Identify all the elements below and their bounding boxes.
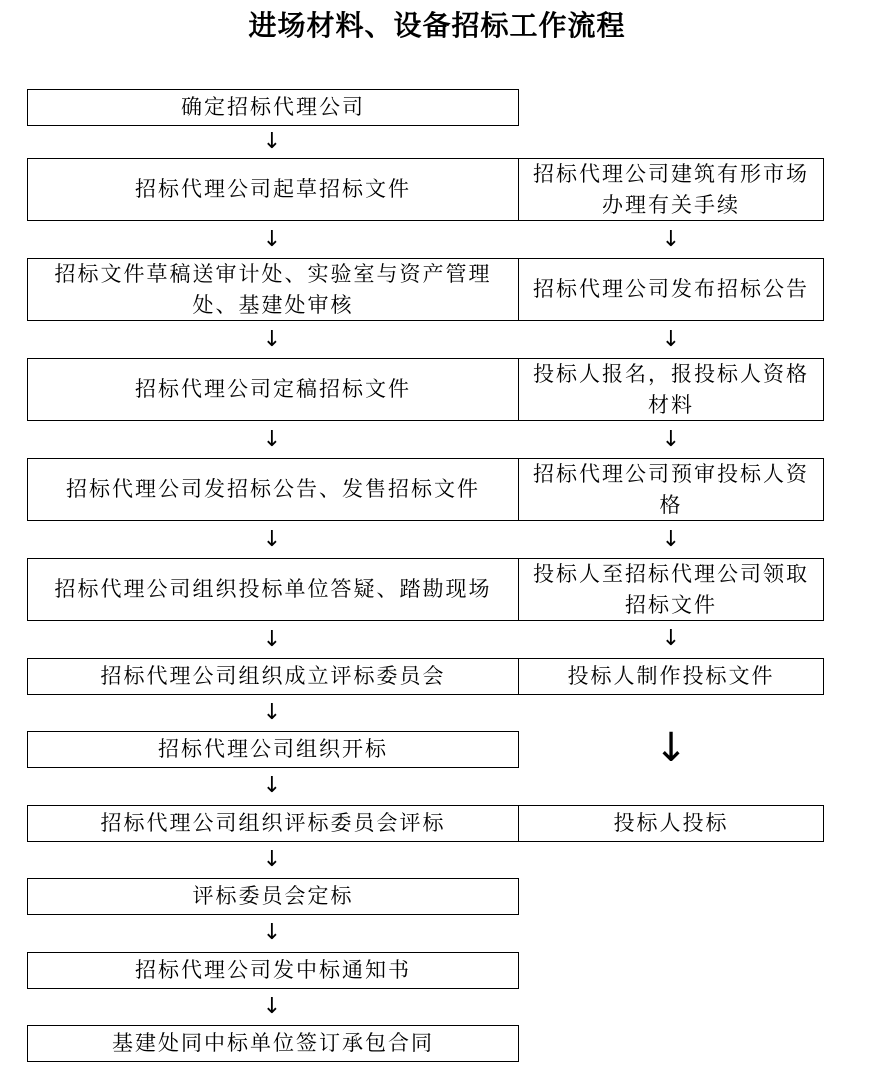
arrow-down-icon: ↓	[262, 700, 282, 725]
arrow-down-icon: ↓	[262, 427, 282, 452]
arrow-down-icon: ↓	[262, 129, 282, 154]
right-step-2: 招标代理公司发布招标公告	[518, 258, 824, 321]
arrow-down-icon: ↓	[262, 627, 282, 652]
right-step-5: 投标人至招标代理公司领取招标文件	[518, 558, 824, 621]
left-step-11: 招标代理公司发中标通知书	[27, 952, 519, 989]
left-step-12: 基建处同中标单位签订承包合同	[27, 1025, 519, 1062]
left-step-10: 评标委员会定标	[27, 878, 519, 915]
arrow-down-icon: ↓	[262, 227, 282, 252]
arrow-down-icon: ↓	[661, 527, 681, 552]
left-step-6: 招标代理公司组织投标单位答疑、踏勘现场	[27, 558, 519, 621]
arrow-down-icon: ↓	[654, 725, 688, 771]
left-step-5: 招标代理公司发招标公告、发售招标文件	[27, 458, 519, 521]
arrow-down-icon: ↓	[262, 847, 282, 872]
left-step-3: 招标文件草稿送审计处、实验室与资产管理处、基建处审核	[27, 258, 519, 321]
arrow-down-icon: ↓	[262, 527, 282, 552]
arrow-down-icon: ↓	[262, 994, 282, 1019]
left-step-2: 招标代理公司起草招标文件	[27, 158, 519, 221]
arrow-down-icon: ↓	[661, 427, 681, 452]
left-step-1: 确定招标代理公司	[27, 89, 519, 126]
arrow-down-icon: ↓	[661, 626, 681, 651]
page-title: 进场材料、设备招标工作流程	[248, 9, 626, 42]
right-step-6: 投标人制作投标文件	[518, 658, 824, 695]
arrow-down-icon: ↓	[262, 920, 282, 945]
arrow-down-icon: ↓	[661, 327, 681, 352]
left-step-7: 招标代理公司组织成立评标委员会	[27, 658, 519, 695]
right-step-3: 投标人报名，报投标人资格材料	[518, 358, 824, 421]
right-step-7: 投标人投标	[518, 805, 824, 842]
right-step-4: 招标代理公司预审投标人资格	[518, 458, 824, 521]
left-step-4: 招标代理公司定稿招标文件	[27, 358, 519, 421]
right-step-1: 招标代理公司建筑有形市场办理有关手续	[518, 158, 824, 221]
left-step-9: 招标代理公司组织评标委员会评标	[27, 805, 519, 842]
arrow-down-icon: ↓	[262, 773, 282, 798]
arrow-down-icon: ↓	[661, 227, 681, 252]
arrow-down-icon: ↓	[262, 327, 282, 352]
left-step-8: 招标代理公司组织开标	[27, 731, 519, 768]
